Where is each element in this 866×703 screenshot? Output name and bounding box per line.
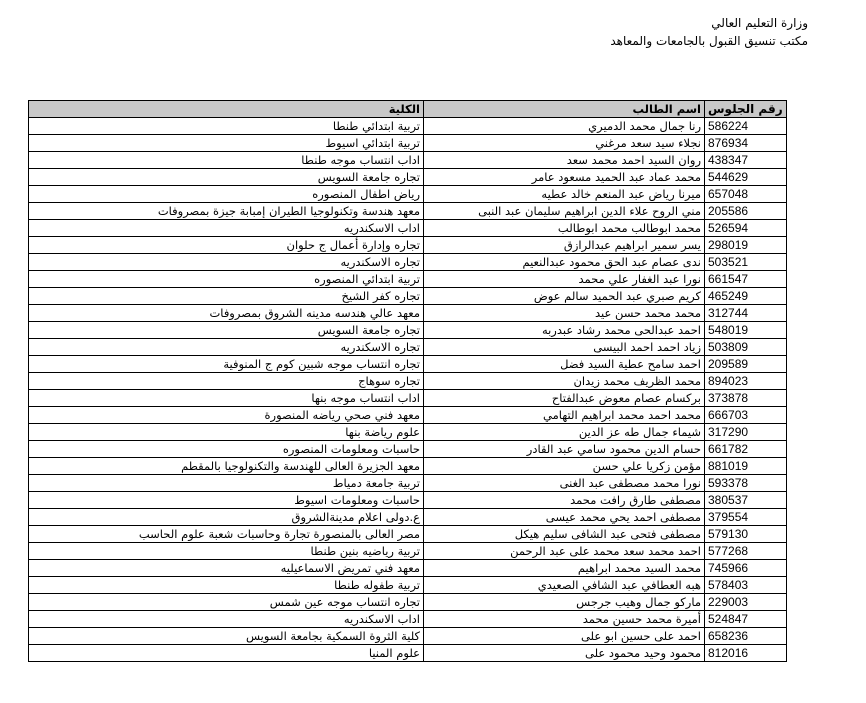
seat-number-cell: 661782 [705, 441, 787, 458]
student-name-cell: نورا محمد مصطفى عبد الغنى [424, 475, 705, 492]
faculty-cell: معهد عالي هندسه مدينه الشروق بمصروفات [29, 305, 424, 322]
faculty-header: الكلية [29, 101, 424, 118]
table-row [29, 203, 787, 220]
student-name-cell: محمد عماد عبد الحميد مسعود عامر [424, 169, 705, 186]
seat-number-cell: 380537 [705, 492, 787, 509]
student-name-cell: كريم صبري عبد الحميد سالم عوض [424, 288, 705, 305]
table-row [29, 356, 787, 373]
seat-number-cell: 548019 [705, 322, 787, 339]
faculty-cell: تربية طفوله طنطا [29, 577, 424, 594]
table-row [29, 288, 787, 305]
seat-number-cell: 876934 [705, 135, 787, 152]
faculty-cell: تربية ابتدائي طنطا [29, 118, 424, 135]
student-name-cell: ميرنا رياض عبد المنعم خالد عطيه [424, 186, 705, 203]
student-name-cell: هبه العطافي عبد الشافي الصعيدي [424, 577, 705, 594]
student-name-cell: نورا عبد الغفار علي محمد [424, 271, 705, 288]
student-name-cell: أميرة محمد حسين محمد [424, 611, 705, 628]
faculty-cell: تجاره سوهاج [29, 373, 424, 390]
table-row [29, 475, 787, 492]
faculty-cell: اداب انتساب موجه طنطا [29, 152, 424, 169]
table-row [29, 441, 787, 458]
student-name-header: اسم الطالب [424, 101, 705, 118]
student-name-cell: يسر سمير ابراهيم عبدالرازق [424, 237, 705, 254]
seat-number-cell: 745966 [705, 560, 787, 577]
faculty-cell: تجاره الاسكندريه [29, 339, 424, 356]
faculty-cell: اداب الاسكندريه [29, 611, 424, 628]
student-name-cell: احمد محمد سعد محمد على عبد الرحمن [424, 543, 705, 560]
student-name-cell: حسام الدين محمود سامي عبد القادر [424, 441, 705, 458]
table-row [29, 407, 787, 424]
student-name-cell: مصطفى احمد يحي محمد عيسى [424, 509, 705, 526]
faculty-cell: تجاره وإدارة أعمال ج حلوان [29, 237, 424, 254]
faculty-cell: تربية رياضيه بنين طنطا [29, 543, 424, 560]
student-name-cell: مصطفى طارق رافت محمد [424, 492, 705, 509]
table-row [29, 186, 787, 203]
faculty-cell: كلية الثروة السمكية بجامعة السويس [29, 628, 424, 645]
seat-number-cell: 812016 [705, 645, 787, 662]
student-name-cell: محمود وحيد محمود على [424, 645, 705, 662]
table-row [29, 492, 787, 509]
seat-number-cell: 577268 [705, 543, 787, 560]
table-row [29, 594, 787, 611]
student-name-cell: نجلاء سيد سعد مرغني [424, 135, 705, 152]
student-name-cell: روان السيد احمد محمد سعد [424, 152, 705, 169]
student-name-cell: ماركو جمال وهيب جرجس [424, 594, 705, 611]
table-row [29, 560, 787, 577]
seat-number-cell: 209589 [705, 356, 787, 373]
faculty-cell: تربية جامعة دمياط [29, 475, 424, 492]
seat-number-cell: 578403 [705, 577, 787, 594]
table-row [29, 152, 787, 169]
faculty-cell: اداب انتساب موجه بنها [29, 390, 424, 407]
student-name-cell: شيماء جمال طه عز الدين [424, 424, 705, 441]
seat-number-cell: 544629 [705, 169, 787, 186]
table-row [29, 237, 787, 254]
faculty-cell: تجاره كفر الشيخ [29, 288, 424, 305]
seat-number-cell: 373878 [705, 390, 787, 407]
seat-number-cell: 312744 [705, 305, 787, 322]
office-title: مكتب تنسيق القبول بالجامعات والمعاهد [610, 34, 808, 48]
table-row [29, 254, 787, 271]
student-name-cell: محمد ابوطالب محمد ابوطالب [424, 220, 705, 237]
student-name-cell: مني الروح علاء الدين ابراهيم سليمان عبد النبى [424, 203, 705, 220]
seat-number-cell: 524847 [705, 611, 787, 628]
faculty-cell: معهد فني صحي رياضه المنصورة [29, 407, 424, 424]
table-body [29, 118, 787, 662]
seat-number-cell: 657048 [705, 186, 787, 203]
faculty-cell: تجاره انتساب موجه عين شمس [29, 594, 424, 611]
student-name-cell: بركسام عصام معوض عبدالفتاح [424, 390, 705, 407]
table-row [29, 271, 787, 288]
faculty-cell: تجاره جامعة السويس [29, 169, 424, 186]
table-row [29, 305, 787, 322]
faculty-cell: تربية ابتدائي المنصوره [29, 271, 424, 288]
seat-number-cell: 526594 [705, 220, 787, 237]
table-row [29, 322, 787, 339]
table-row [29, 390, 787, 407]
student-name-cell: زياد احمد احمد البيسى [424, 339, 705, 356]
faculty-cell: اداب الاسكندريه [29, 220, 424, 237]
faculty-cell: معهد هندسة وتكنولوجيا الطيران إمبابة جيزة بمصروفات [29, 203, 424, 220]
faculty-cell: معهد الجزيرة العالى للهندسة والتكنولوجيا بالمقطم [29, 458, 424, 475]
faculty-cell: علوم رياضة بنها [29, 424, 424, 441]
seat-number-cell: 503521 [705, 254, 787, 271]
seat-number-cell: 317290 [705, 424, 787, 441]
table-row [29, 509, 787, 526]
table-row [29, 628, 787, 645]
seat-number-cell: 881019 [705, 458, 787, 475]
seat-number-cell: 503809 [705, 339, 787, 356]
ministry-title: وزارة التعليم العالي [711, 16, 808, 30]
table-header-row [29, 101, 787, 118]
table-row [29, 135, 787, 152]
student-name-cell: محمد احمد محمد ابراهيم التهامي [424, 407, 705, 424]
seat-number-cell: 593378 [705, 475, 787, 492]
seat-number-cell: 658236 [705, 628, 787, 645]
seat-number-cell: 205586 [705, 203, 787, 220]
student-name-cell: رنا جمال محمد الدميري [424, 118, 705, 135]
table-row [29, 169, 787, 186]
seat-number-cell: 894023 [705, 373, 787, 390]
student-name-cell: مؤمن زكريا علي حسن [424, 458, 705, 475]
student-name-cell: ندى عصام عبد الحق محمود عبدالنعيم [424, 254, 705, 271]
table-row [29, 543, 787, 560]
table-row [29, 339, 787, 356]
seat-number-cell: 298019 [705, 237, 787, 254]
faculty-cell: علوم المنيا [29, 645, 424, 662]
faculty-cell: معهد فني تمريض الاسماعيليه [29, 560, 424, 577]
seat-number-cell: 586224 [705, 118, 787, 135]
seat-number-cell: 465249 [705, 288, 787, 305]
faculty-cell: تربية ابتدائي اسيوط [29, 135, 424, 152]
table-row [29, 220, 787, 237]
table-row [29, 118, 787, 135]
seat-number-cell: 438347 [705, 152, 787, 169]
seat-number-cell: 661547 [705, 271, 787, 288]
seat-number-cell: 579130 [705, 526, 787, 543]
faculty-cell: تجاره انتساب موجه شبين كوم ج المنوفية [29, 356, 424, 373]
student-name-cell: محمد محمد حسن عيد [424, 305, 705, 322]
table-row [29, 373, 787, 390]
student-name-cell: محمد السيد محمد ابراهيم [424, 560, 705, 577]
student-name-cell: احمد على حسين ابو على [424, 628, 705, 645]
faculty-cell: تجاره الاسكندريه [29, 254, 424, 271]
student-name-cell: مصطفى فتحى عبد الشافى سليم هيكل [424, 526, 705, 543]
seat-number-cell: 666703 [705, 407, 787, 424]
students-table [28, 100, 787, 662]
faculty-cell: ع.دولى اعلام مدينةالشروق [29, 509, 424, 526]
table-row [29, 645, 787, 662]
seat-number-cell: 229003 [705, 594, 787, 611]
student-name-cell: احمد عبدالحى محمد رشاد عبدربه [424, 322, 705, 339]
student-name-cell: محمد الظريف محمد زيدان [424, 373, 705, 390]
document-header [610, 14, 808, 50]
student-name-cell: احمد سامح عطية السيد فضل [424, 356, 705, 373]
table-row [29, 577, 787, 594]
table-row [29, 611, 787, 628]
table-row [29, 458, 787, 475]
faculty-cell: رياض اطفال المنصوره [29, 186, 424, 203]
seat-number-header: رقم الجلوس [705, 101, 787, 118]
table-row [29, 424, 787, 441]
faculty-cell: تجاره جامعة السويس [29, 322, 424, 339]
faculty-cell: حاسبات ومعلومات المنصوره [29, 441, 424, 458]
faculty-cell: مصر العالى بالمنصورة تجارة وحاسبات شعبة علوم الحاسب [29, 526, 424, 543]
table-row [29, 526, 787, 543]
faculty-cell: حاسبات ومعلومات اسيوط [29, 492, 424, 509]
seat-number-cell: 379554 [705, 509, 787, 526]
